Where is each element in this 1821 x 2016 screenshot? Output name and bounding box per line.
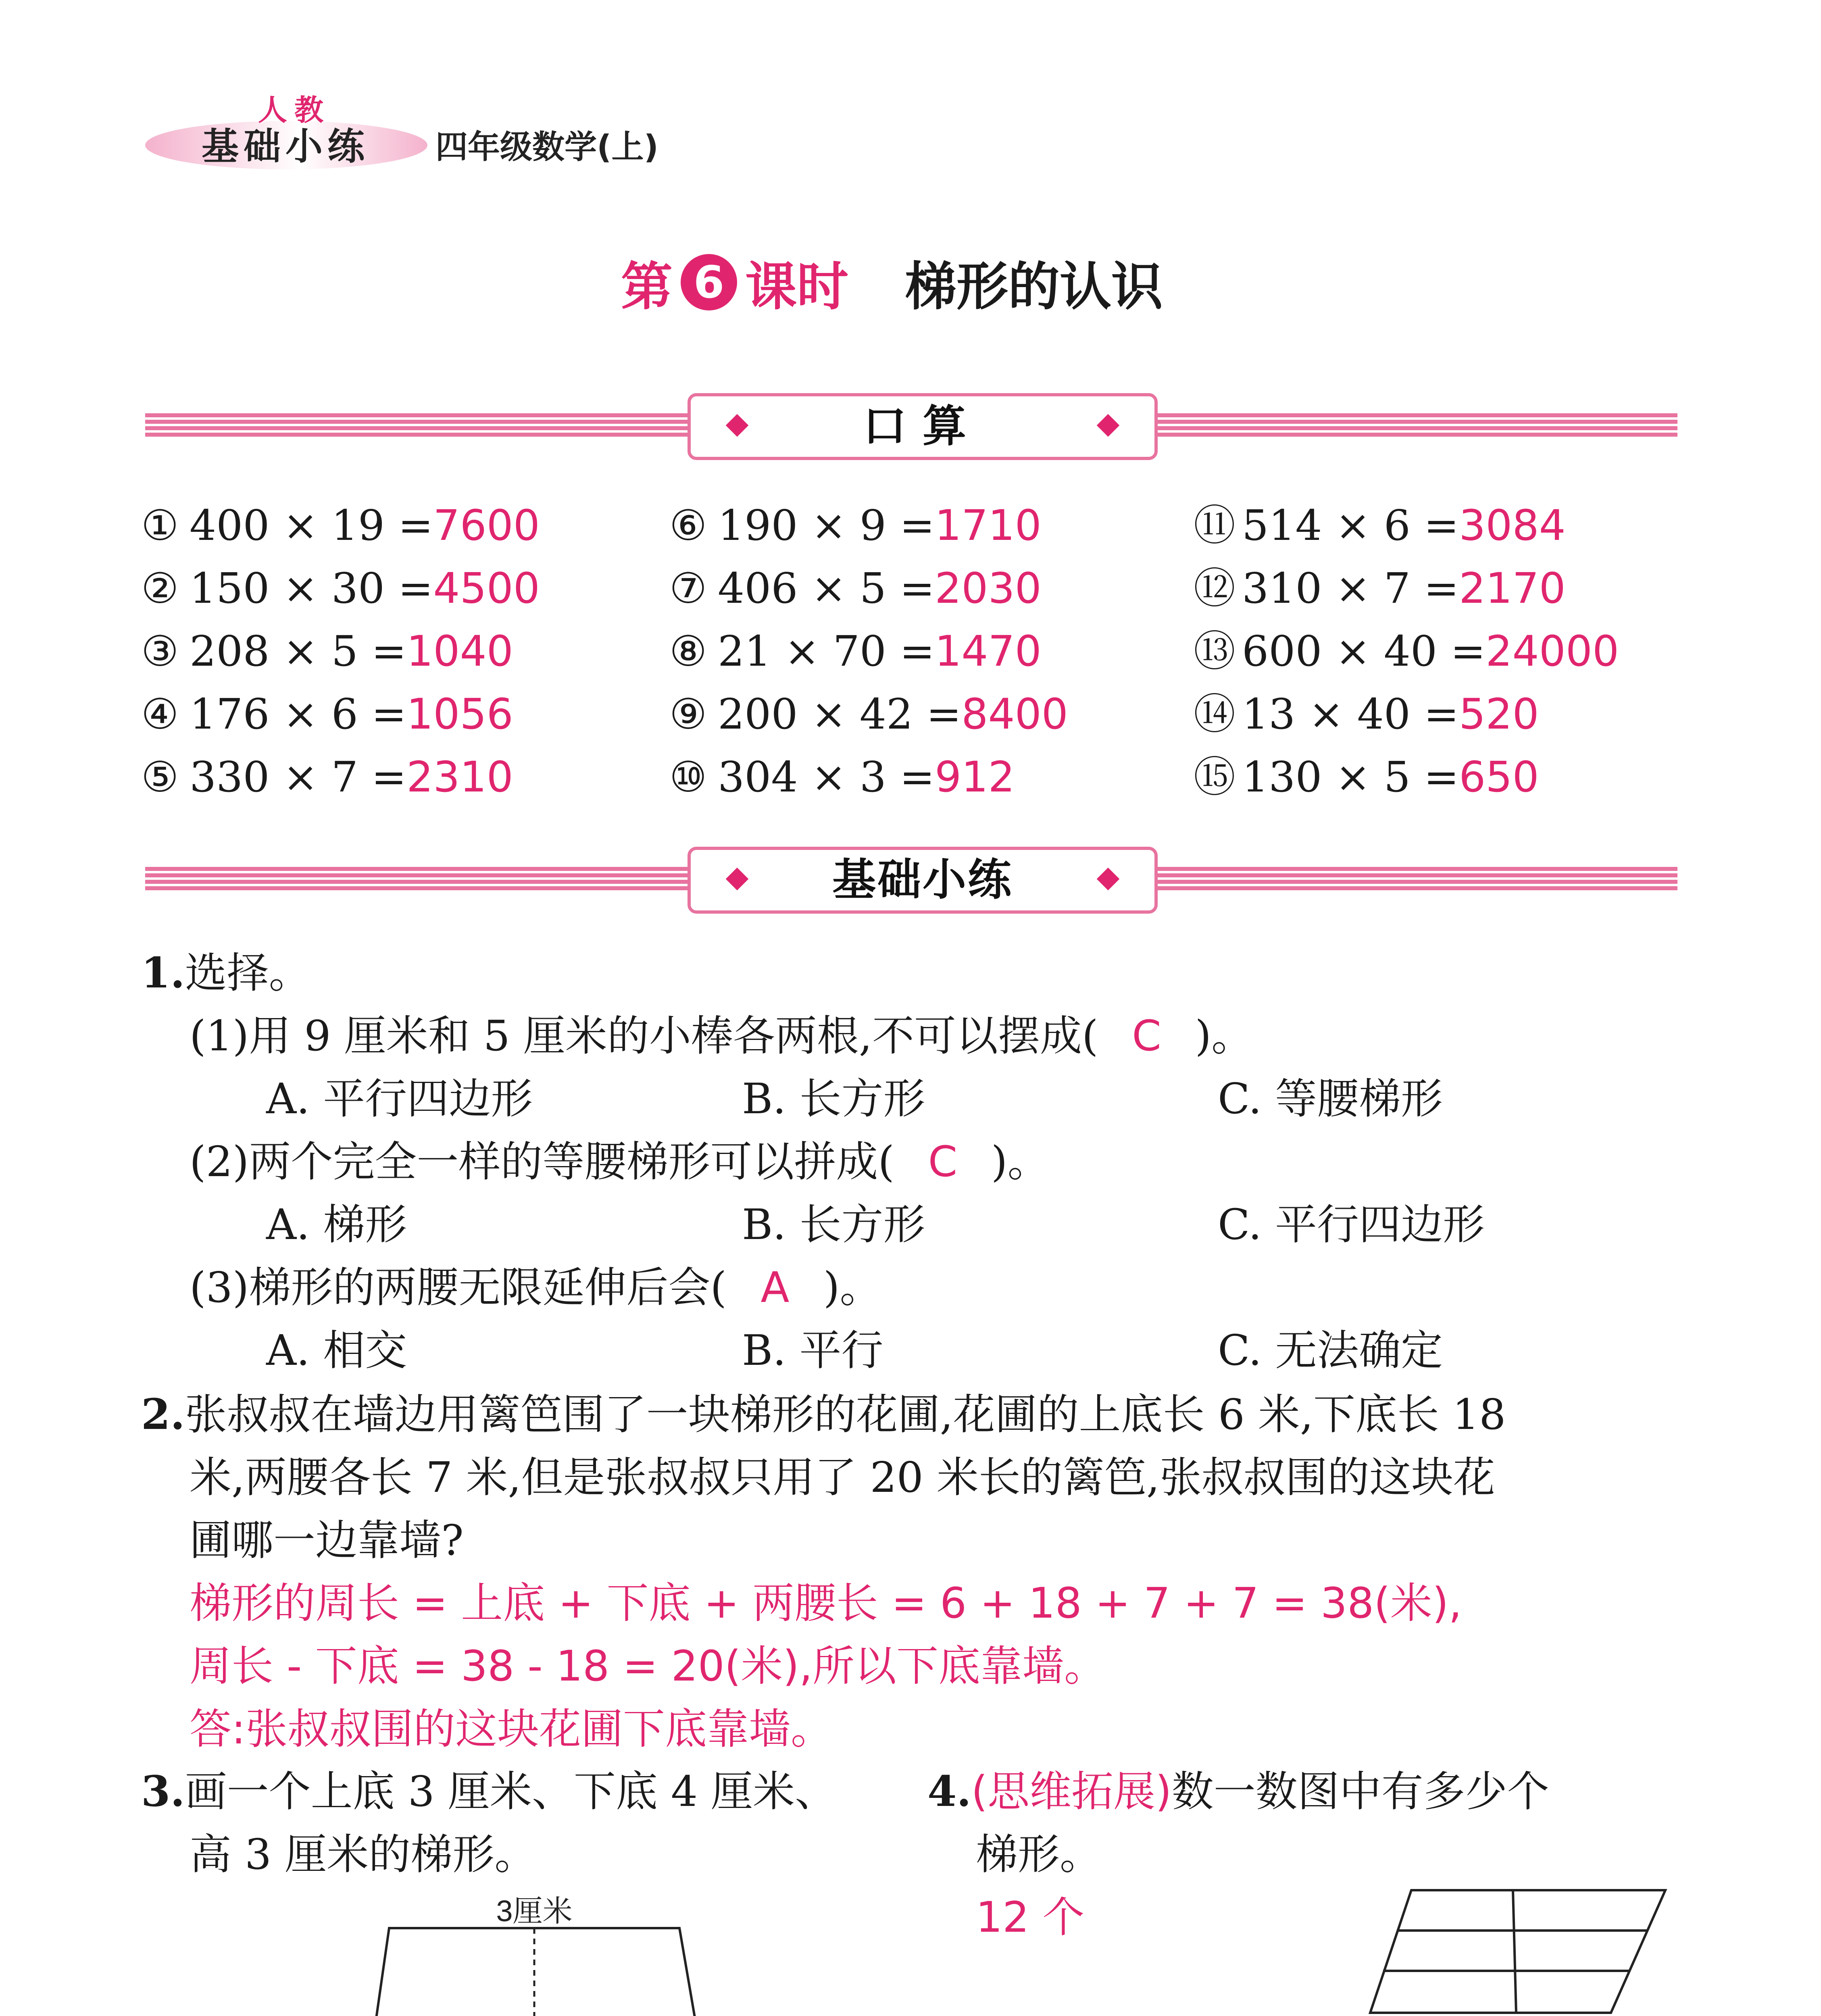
- oral-calc-item: ⑮ 130 × 5 =650: [1194, 752, 1539, 802]
- oral-calc-item: ⑭ 13 × 40 =520: [1194, 689, 1539, 739]
- question-1-options: [141, 1193, 1485, 1256]
- question-2-answer-line: 答:张叔叔围的这块花圃下底靠墙。: [190, 1704, 833, 1754]
- oral-calc-col-3: [1194, 494, 1619, 808]
- question-1-stem: (1)用 9 厘米和 5 厘米的小棒各两根,不可以摆成( C )。: [141, 1004, 1485, 1067]
- question-1-options: [141, 1319, 1485, 1382]
- oral-calc-item: ⑨ 200 × 42 =8400: [669, 689, 1068, 739]
- lesson-suffix: 课时: [745, 257, 849, 317]
- oral-calc-item: ① 400 × 19 =7600: [141, 501, 540, 550]
- lesson-number: 6: [681, 254, 737, 310]
- series-title: 基础小练: [202, 125, 370, 168]
- oral-calc-col-1: [141, 494, 540, 808]
- trapezoid-drawing: [343, 1887, 746, 2016]
- question-2: [141, 1383, 1506, 1760]
- answer-blank: C: [1132, 1011, 1161, 1060]
- lesson-topic: 梯形的认识: [905, 257, 1163, 317]
- question-1-stem: (3)梯形的两腰无限延伸后会( A )。: [141, 1256, 1485, 1319]
- question-4-answer: 12 个: [976, 1893, 1085, 1942]
- grade-label: 四年级数学(上): [435, 128, 659, 166]
- option-a: A. 相交: [266, 1326, 407, 1375]
- question-1-stem: (2)两个完全一样的等腰梯形可以拼成( C )。: [141, 1130, 1485, 1193]
- question-4-line: 梯形。: [976, 1830, 1102, 1879]
- question-3: [141, 1760, 837, 1886]
- oral-calc-col-2: [669, 494, 1068, 808]
- question-1: [141, 941, 1485, 1382]
- question-2-line: 2.张叔叔在墙边用篱笆围了一块梯形的花圃,花圃的上底长 6 米,下底长 18: [141, 1389, 1506, 1439]
- oral-calc-item: ④ 176 × 6 =1056: [141, 689, 513, 739]
- question-1-options: [141, 1067, 1485, 1130]
- parallelogram-outline: [1370, 1890, 1665, 2013]
- question-2-answer-line: 周长 - 下底 = 38 - 18 = 20(米),所以下底靠墙。: [190, 1641, 1106, 1691]
- top-base-label: 3厘米: [496, 1894, 573, 1928]
- oral-calc-item: ⑤ 330 × 7 =2310: [141, 752, 513, 802]
- option-c: C. 等腰梯形: [1218, 1074, 1443, 1123]
- section-title-oral: 口算: [863, 401, 982, 452]
- option-a: A. 梯形: [266, 1200, 407, 1249]
- section-title-basic: 基础小练: [832, 855, 1013, 905]
- parallelogram-figure: [1363, 1887, 1686, 2016]
- series-publisher: 人教: [258, 93, 331, 127]
- oral-calc-item: ⑬ 600 × 40 =24000: [1194, 627, 1619, 676]
- option-c: C. 平行四边形: [1218, 1200, 1485, 1249]
- trapezoid-shape: [349, 1928, 728, 2016]
- oral-calc-item: ⑧ 21 × 70 =1470: [669, 627, 1042, 676]
- oral-calc-item: ② 150 × 30 =4500: [141, 564, 540, 613]
- oral-calc-item: ⑥ 190 × 9 =1710: [669, 501, 1042, 550]
- oral-calc-item: ③ 208 × 5 =1040: [141, 627, 513, 676]
- question-2-answer-line: 梯形的周长 = 上底 + 下底 + 两腰长 = 6 + 18 + 7 + 7 = 38(米),: [190, 1579, 1462, 1628]
- question-1-title: 1.选择。: [141, 948, 311, 998]
- oral-calc-item: ⑦ 406 × 5 =2030: [669, 564, 1042, 613]
- question-2-line: 圃哪一边靠墙?: [190, 1516, 464, 1565]
- answer-blank: A: [760, 1263, 790, 1312]
- question-2-line: 米,两腰各长 7 米,但是张叔叔只用了 20 米长的篱笆,张叔叔围的这块花: [190, 1453, 1495, 1502]
- lesson-prefix: 第: [621, 257, 673, 317]
- oral-calc-item: ⑫ 310 × 7 =2170: [1194, 564, 1566, 613]
- question-4-line: 4.(思维拓展)数一数图中有多少个: [927, 1766, 1549, 1816]
- section-banner-basic: [688, 847, 1158, 914]
- section-banner-oral: [688, 393, 1158, 460]
- lesson-title: [621, 250, 1163, 317]
- question-3-line: 高 3 厘米的梯形。: [190, 1830, 537, 1879]
- option-b: B. 平行: [742, 1326, 883, 1375]
- option-b: B. 长方形: [742, 1074, 925, 1123]
- option-a: A. 平行四边形: [266, 1074, 533, 1123]
- question-4-tag: (思维拓展): [971, 1767, 1172, 1816]
- answer-blank: C: [928, 1137, 958, 1186]
- question-3-line: 3.画一个上底 3 厘米、下底 4 厘米、: [141, 1766, 837, 1816]
- option-b: B. 长方形: [742, 1200, 925, 1249]
- oral-calc-item: ⑩ 304 × 3 =912: [669, 752, 1015, 802]
- option-c: C. 无法确定: [1218, 1326, 1443, 1375]
- oral-calc-item: ⑪ 514 × 6 =3084: [1194, 501, 1566, 550]
- vertical-divider: [1513, 1890, 1516, 2013]
